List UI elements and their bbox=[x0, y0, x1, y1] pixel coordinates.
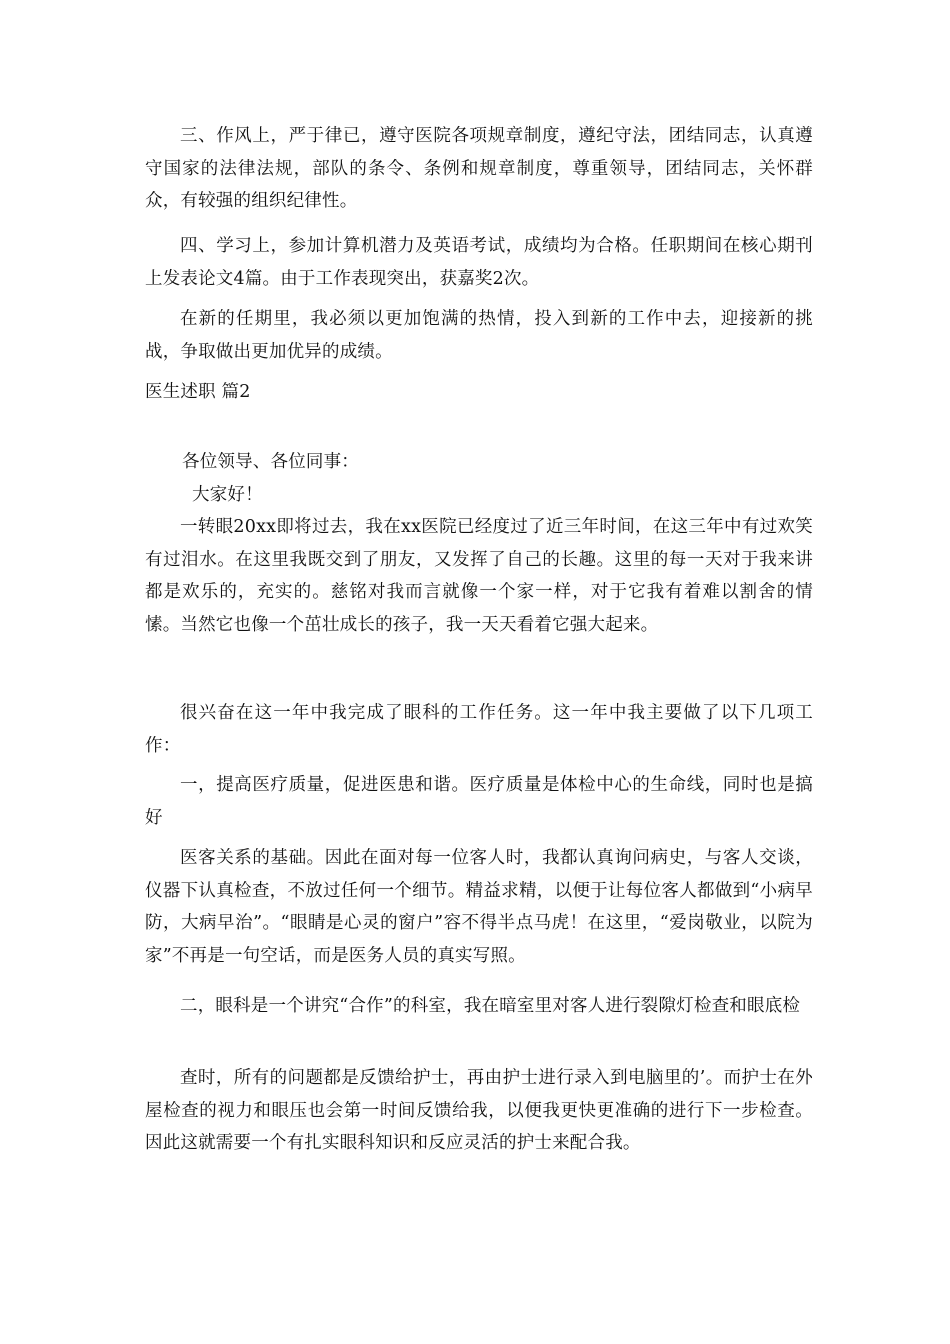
salutation: 各位领导、各位同事： bbox=[182, 452, 359, 472]
paragraph-work-style: 三、作风上，严于律已，遵守医院各项规章制度，遵纪守法，团结同志，认真遵守国家的法律法规，部队的条令、条例和规章制度，尊重领导，团结同志，关怀群众，有较强的组织纪律性。 bbox=[145, 126, 813, 211]
paragraph-item-one: 一，提高医疗质量，促进医患和谐。医疗质量是体检中心的生命线，同时也是搞好 bbox=[145, 775, 813, 828]
paragraph-item-two-detail: 查时，所有的问题都是反馈给护士，再由护士进行录入到电脑里的’。而护士在外屋检查的视力和眼压也会第一时间反馈给我，以便我更快更准确的进行下一步检查。因此这就需要一个有扎实眼科知识和反应灵活的护士来配合我。 bbox=[145, 1068, 813, 1153]
greeting: 大家好！ bbox=[192, 485, 263, 505]
section-heading: 医生述职 篇2 bbox=[145, 382, 251, 402]
paragraph-summary: 很兴奋在这一年中我完成了眼科的工作任务。这一年中我主要做了以下几项工作： bbox=[145, 703, 813, 756]
paragraph-item-two: 二，眼科是一个讲究“合作”的科室，我在暗室里对客人进行裂隙灯检查和眼底检 bbox=[180, 996, 801, 1016]
paragraph-new-term: 在新的任期里，我必须以更加饱满的热情，投入到新的工作中去，迎接新的挑战，争取做出更加优异的成绩。 bbox=[145, 309, 813, 362]
paragraph-study: 四、学习上，参加计算机潜力及英语考试，成绩均为合格。任职期间在核心期刊上发表论文4篇。由于工作表现突出，获嘉奖2次。 bbox=[145, 236, 813, 289]
paragraph-intro: 一转眼20xx即将过去，我在xx医院已经度过了近三年时间，在这三年中有过欢笑有过泪水。在这里我既交到了朋友，又发挥了自己的长趣。这里的每一天对于我来讲都是欢乐的，充实的。慈铭对我而言就像一个家一样，对于它我有着难以割舍的情愫。当然它也像一个茁壮成长的孩子，我一天天看着它强大起来。 bbox=[145, 517, 813, 635]
paragraph-item-one-detail: 医客关系的基础。因此在面对每一位客人时，我都认真询问病史，与客人交谈，仪器下认真检查，不放过任何一个细节。精益求精，以便于让每位客人都做到“小病早防，大病早治”。“眼睛是心灵的窗户”容不得半点马虎！在这里，“爱岗敬业，以院为家”不再是一句空话，而是医务人员的真实写照。 bbox=[145, 848, 813, 966]
